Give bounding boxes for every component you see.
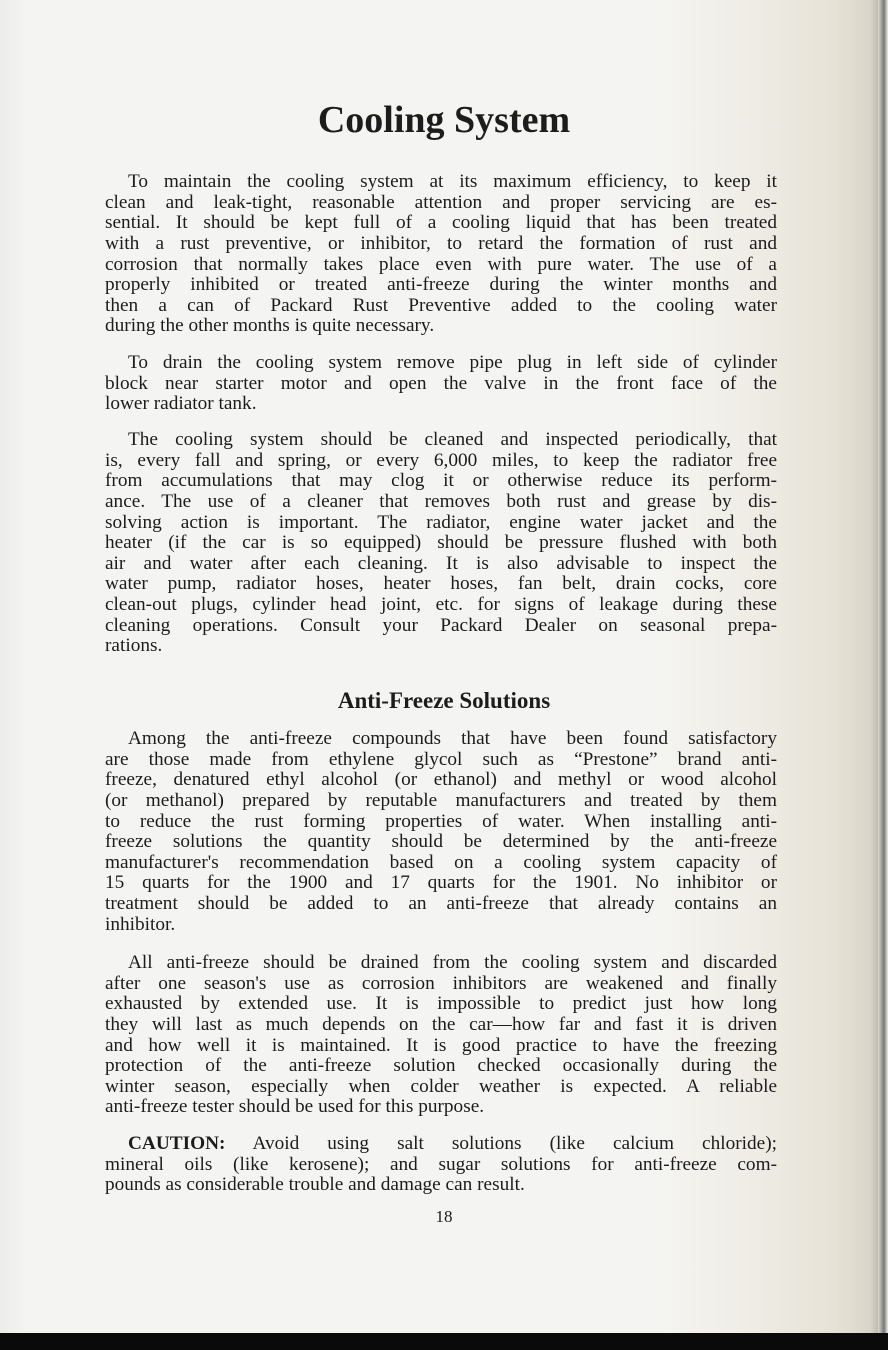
text-line: properly inhibited or treated anti-freeze during the winter months and xyxy=(105,274,777,296)
text-line: clean-out plugs, cylinder head joint, etc. for signs of leakage during these xyxy=(105,594,777,616)
paragraph-cleaning xyxy=(105,430,777,657)
text-line: 15 quarts for the 1900 and 17 quarts for the 1901. No inhibitor or xyxy=(105,872,777,894)
text-line: block near starter motor and open the valve in the front face of the xyxy=(105,372,777,394)
text-line: corrosion that normally takes place even with pure water. The use of a xyxy=(105,253,777,275)
text-line: to reduce the rust forming properties of water. When installing anti- xyxy=(105,810,777,832)
paragraph-compounds xyxy=(105,729,777,935)
text-line: treatment should be added to an anti-freeze that already contains an xyxy=(105,893,777,915)
text-line: with a rust preventive, or inhibitor, to retard the formation of rust and xyxy=(105,232,777,254)
text-line: The cooling system should be cleaned and inspected periodically, that xyxy=(128,429,777,450)
text-line: To drain the cooling system remove pipe plug in left side of cylinder xyxy=(128,352,777,373)
text-line xyxy=(105,1134,777,1155)
paragraph-maintenance xyxy=(105,172,777,337)
text-line: and how well it is maintained. It is good practice to have the freezing xyxy=(105,1034,777,1056)
paragraph-draining-antifreeze xyxy=(105,953,777,1118)
caution-label: CAUTION: xyxy=(128,1133,226,1154)
text-line: inhibitor. xyxy=(105,913,176,935)
text-line: anti-freeze tester should be used for this purpose. xyxy=(105,1096,485,1118)
paragraph-caution xyxy=(105,1134,777,1196)
page-edge xyxy=(878,0,888,1333)
text-line: air and water after each cleaning. It is also advisable to inspect the xyxy=(105,552,777,574)
text-line: are those made from ethylene glycol such as “Prestone” brand anti- xyxy=(105,748,777,770)
page-number: 18 xyxy=(435,1207,453,1226)
text-line: heater (if the car is so equipped) should be pressure flushed with both xyxy=(105,532,777,554)
text-line: mineral oils (like kerosene); and sugar solutions for anti-freeze com- xyxy=(105,1153,777,1175)
paragraph-draining xyxy=(105,353,777,415)
text-line: Among the anti-freeze compounds that have been found satisfactory xyxy=(128,728,777,749)
text-line: cleaning operations. Consult your Packard Dealer on seasonal prepa- xyxy=(105,614,777,636)
text-line: freeze solutions the quantity should be determined by the anti-freeze xyxy=(105,831,777,853)
text-line: solving action is important. The radiator, engine water jacket and the xyxy=(105,511,777,533)
caution-text: Avoid using salt solutions (like calcium chloride); xyxy=(225,1133,777,1154)
text-line: they will last as much depends on the car—how far and fast it is driven xyxy=(105,1013,777,1035)
text-line: from accumulations that may clog it or otherwise reduce its perform- xyxy=(105,470,777,492)
text-line: pounds as considerable trouble and damage can result. xyxy=(105,1174,525,1196)
section-heading: Anti-Freeze Solutions xyxy=(337,688,551,713)
text-line: rations. xyxy=(105,635,163,657)
text-line: protection of the anti-freeze solution checked occasionally during the xyxy=(105,1055,777,1077)
text-line: All anti-freeze should be drained from the cooling system and discarded xyxy=(128,952,777,973)
text-line: exhausted by extended use. It is impossible to predict just how long xyxy=(105,993,777,1015)
text-line: winter season, especially when colder weather is expected. A reliable xyxy=(105,1075,777,1097)
text-line: freeze, denatured ethyl alcohol (or ethanol) and methyl or wood alcohol xyxy=(105,769,777,791)
page-title: Cooling System xyxy=(317,99,571,141)
text-line: ance. The use of a cleaner that removes both rust and grease by dis- xyxy=(105,490,777,512)
text-line: then a can of Packard Rust Preventive added to the cooling water xyxy=(105,294,777,316)
text-line: (or methanol) prepared by reputable manufacturers and treated by them xyxy=(105,789,777,811)
text-line: after one season's use as corrosion inhibitors are weakened and finally xyxy=(105,972,777,994)
text-line: lower radiator tank. xyxy=(105,393,257,415)
text-line: sential. It should be kept full of a cooling liquid that has been treated xyxy=(105,212,777,234)
text-line: is, every fall and spring, or every 6,000 miles, to keep the radiator free xyxy=(105,449,777,471)
text-line: manufacturer's recommendation based on a cooling system capacity of xyxy=(105,851,777,873)
text-line: during the other months is quite necessary. xyxy=(105,315,435,337)
text-line: To maintain the cooling system at its maximum efficiency, to keep it xyxy=(128,171,777,192)
scan-border xyxy=(0,1333,888,1350)
text-line: water pump, radiator hoses, heater hoses, fan belt, drain cocks, core xyxy=(105,573,777,595)
text-line: clean and leak-tight, reasonable attention and proper servicing are es- xyxy=(105,191,777,213)
